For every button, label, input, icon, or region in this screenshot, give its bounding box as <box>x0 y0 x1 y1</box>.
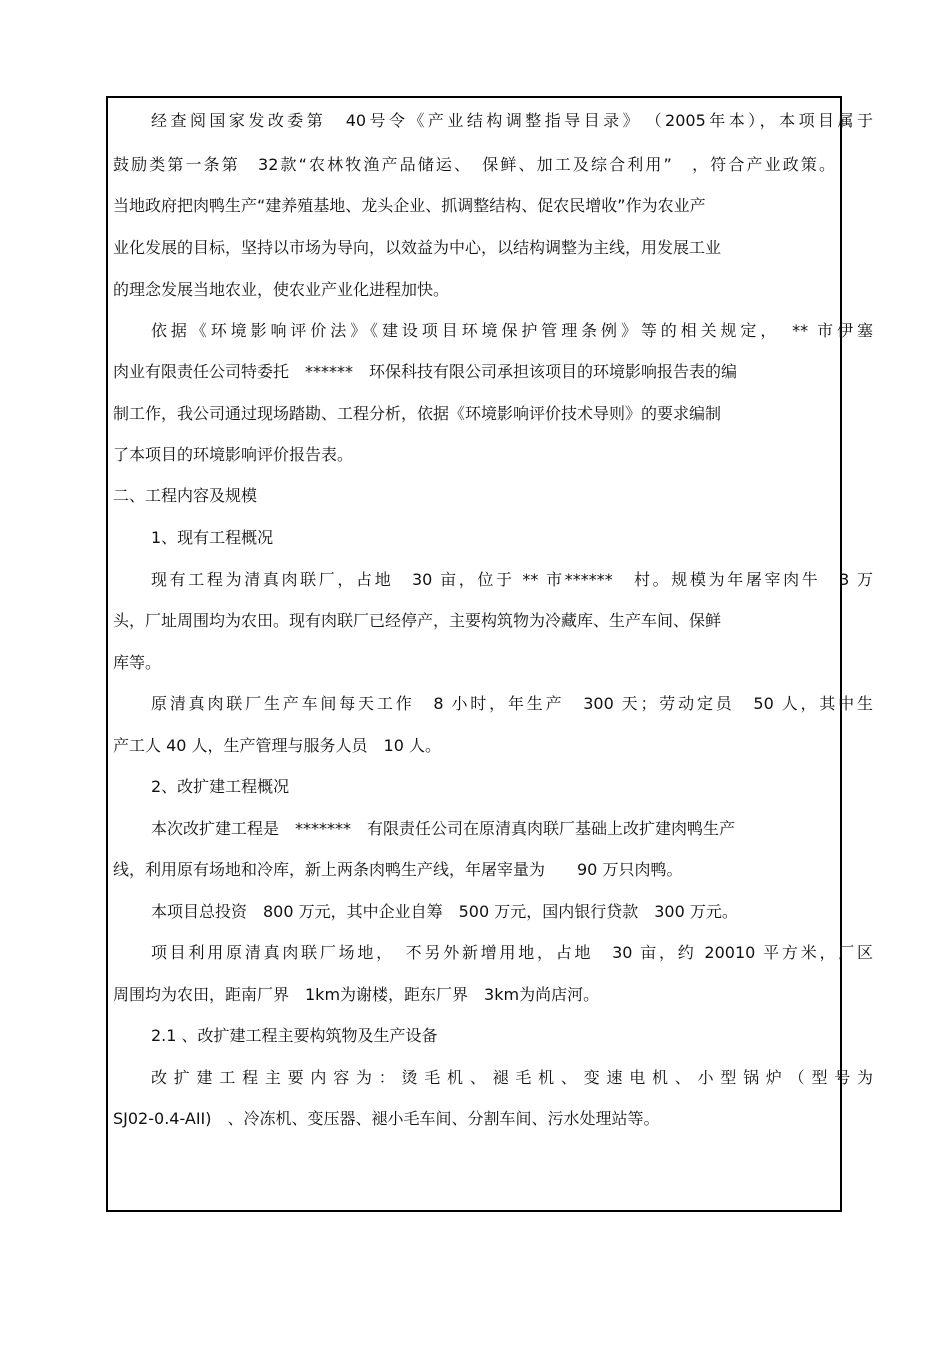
text-line: 业化发展的目标，坚持以市场为导向，以效益为中心，以结构调整为主线，用发展工业 <box>113 238 722 257</box>
text-line: 现有工程为清真肉联厂，占地 30 亩，位于 ** 市****** 村。规模为年屠宰肉牛 3 万 <box>151 570 873 589</box>
text-line: 依据《环境影响评价法》《建设项目环境保护管理条例》等的相关规定， ** 市伊塞 <box>151 321 873 340</box>
subsection-heading: 2、改扩建工程概况 <box>151 777 290 796</box>
section-heading: 二、工程内容及规模 <box>113 486 258 505</box>
text-line: 制工作，我公司通过现场踏勘、工程分析，依据《环境影响评价技术导则》的要求编制 <box>113 404 722 423</box>
text-line: 项目利用原清真肉联厂场地， 不另外新增用地，占地 30 亩，约 20010 平方米，厂区 <box>151 943 873 962</box>
text-line: 了本项目的环境影响评价报告表。 <box>113 445 354 464</box>
text-line: 本项目总投资 800 万元，其中企业自筹 500 万元，国内银行贷款 300 万元。 <box>151 902 738 921</box>
text-line: 头，厂址周围均为农田。现有肉联厂已经停产，主要构筑物为冷藏库、生产车间、保鲜 <box>113 611 722 630</box>
text-line: 肉业有限责任公司特委托 ****** 环保科技有限公司承担该项目的环境影响报告表的编 <box>113 362 738 381</box>
text-line: 周围均为农田，距南厂界 1km为谢楼，距东厂界 3km为尚店河。 <box>113 985 600 1004</box>
text-line: 原清真肉联厂生产车间每天工作 8 小时，年生产 300 天；劳动定员 50 人，其中生 <box>151 694 873 713</box>
text-line: SJ02-0.4-AII) 、冷冻机、变压器、褪小毛车间、分割车间、污水处理站等。 <box>113 1109 660 1128</box>
text-line: 本次改扩建工程是 ******* 有限责任公司在原清真肉联厂基础上改扩建肉鸭生产 <box>151 819 736 838</box>
text-line: 库等。 <box>113 653 162 672</box>
text-line: 线，利用原有场地和冷库，新上两条肉鸭生产线，年屠宰量为 90 万只肉鸭。 <box>113 860 683 879</box>
text-line: 的理念发展当地农业，使农业产业化进程加快。 <box>113 280 450 299</box>
text-line: 当地政府把肉鸭生产“建养殖基地、龙头企业、抓调整结构、促农民增收”作为农业产 <box>113 196 706 215</box>
text-line: 改扩建工程主要内容为：烫毛机、褪毛机、变速电机、小型锅炉（型号为 <box>151 1068 873 1087</box>
text-line: 产工人 40 人，生产管理与服务人员 10 人。 <box>113 736 441 755</box>
text-line: 经查阅国家发改委第 40号令《产业结构调整指导目录》 （2005年本），本项目属于 <box>151 111 873 130</box>
subsection-heading: 2.1 、改扩建工程主要构筑物及生产设备 <box>151 1026 438 1045</box>
subsection-heading: 1、现有工程概况 <box>151 528 274 547</box>
text-line: 鼓励类第一条第 32款“农林牧渔产品储运、 保鲜、加工及综合利用” ，符合产业政策。 <box>113 155 835 174</box>
